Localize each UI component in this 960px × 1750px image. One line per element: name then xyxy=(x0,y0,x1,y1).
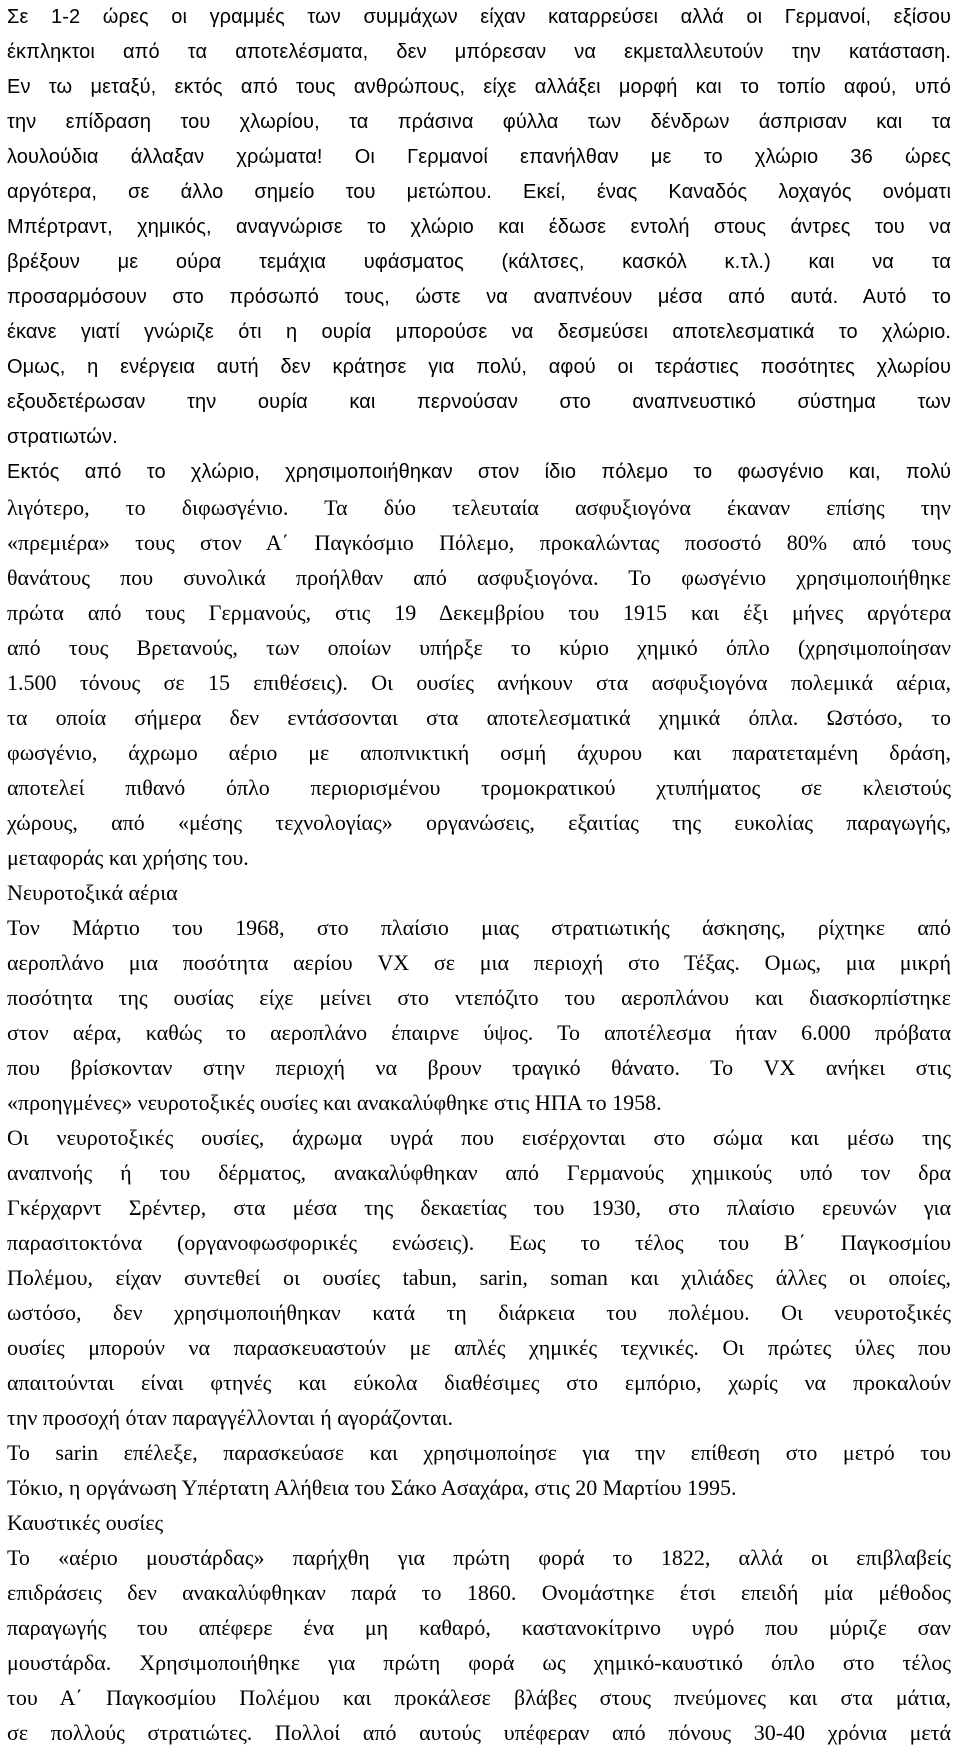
text-line: 1.500 τόνους σε 15 επιθέσεις). Οι ουσίες ανήκουν στα ασφυξιογόνα πολεμικά αέρια, xyxy=(7,670,951,695)
text-line: μεταφοράς και χρήσης του. xyxy=(7,845,249,870)
text-line: Μπέρτραντ, χημικός, αναγνώρισε το χλώριο και έδωσε εντολή στους άντρες του να xyxy=(7,216,951,238)
text-line: ωστόσο, δεν χρησιμοποιήθηκαν κατά τη διάρκεια του πολέμου. Οι νευροτοξικές xyxy=(7,1300,951,1325)
text-line: Εν τω μεταξύ, εκτός από τους ανθρώπους, είχε αλλάξει μορφή και το τοπίο αφού, υπό xyxy=(7,76,951,98)
section-heading-caustic-agents xyxy=(7,1505,951,1540)
paragraph-chlorine-effects xyxy=(7,0,951,455)
text-line: προσαρμόσουν στο πρόσωπό τους, ώστε να αναπνέουν μέσα από αυτά. Αυτό το xyxy=(7,286,951,308)
text-line: επιδράσεις δεν ανακαλύφθηκαν παρά το 1860. Ονομάστηκε έτσι επειδή μία μέθοδος xyxy=(7,1580,951,1605)
text-line: βρέξουν με ούρα τεμάχια υφάσματος (κάλτσες, κασκόλ κ.τλ.) και να τα xyxy=(7,251,951,273)
section-heading: Καυστικές ουσίες xyxy=(7,1510,164,1535)
paragraph-mustard-gas xyxy=(7,1540,951,1750)
text-line: αργότερα, σε άλλο σημείο του μετώπου. Εκεί, ένας Καναδός λοχαγός ονόματι xyxy=(7,181,951,203)
paragraph-phosgene-intro xyxy=(7,455,951,490)
paragraph-sarin-tokyo xyxy=(7,1435,951,1505)
text-line: λιγότερο, το διφωσγένιο. Τα δύο τελευταία ασφυξιογόνα έκαναν επίσης την xyxy=(7,495,951,520)
text-line: Το «αέριο μουστάρδας» παρήχθη για πρώτη φορά το 1822, αλλά οι επιβλαβείς xyxy=(7,1545,951,1570)
text-line: ουσίες μπορούν να παρασκευαστούν με απλές χημικές τεχνικές. Οι πρώτες ύλες που xyxy=(7,1335,951,1360)
text-line: παραγωγής του απέφερε ένα μη καθαρό, καστανοκίτρινο υγρό που μύριζε σαν xyxy=(7,1615,951,1640)
text-line: εξουδετέρωσαν την ουρία και περνούσαν στο αναπνευστικό σύστημα των xyxy=(7,391,951,413)
text-line: Γκέρχαρντ Σρέντερ, στα μέσα της δεκαετίας του 1930, στο πλαίσιο ερευνών για xyxy=(7,1195,951,1220)
text-line: Τον Μάρτιο του 1968, στο πλαίσιο μιας στρατιωτικής άσκησης, ρίχτηκε από xyxy=(7,915,951,940)
text-line: Οι νευροτοξικές ουσίες, άχρωμα υγρά που εισέρχονται στο σώμα και μέσω της xyxy=(7,1125,951,1150)
text-line: σε πολλούς στρατιώτες. Πολλοί από αυτούς υπέφεραν από πόνους 30-40 χρόνια μετά xyxy=(7,1720,951,1745)
section-heading-nerve-agents xyxy=(7,875,951,910)
text-line: την προσοχή όταν παραγγέλλονται ή αγοράζονται. xyxy=(7,1405,453,1430)
text-line: «προηγμένες» νευροτοξικές ουσίες και ανακαλύφθηκε στις ΗΠΑ το 1958. xyxy=(7,1090,662,1115)
text-line: αεροπλάνο μια ποσότητα αερίου VX σε μια περιοχή στο Τέξας. Ομως, μια μικρή xyxy=(7,950,951,975)
text-line: τα οποία σήμερα δεν εντάσσονται στα αποτελεσματικά χημικά όπλα. Ωστόσο, το xyxy=(7,705,951,730)
text-line: χώρους, από «μέσης τεχνολογίας» οργανώσεις, εξαιτίας της ευκολίας παραγωγής, xyxy=(7,810,951,835)
text-line: λουλούδια άλλαξαν χρώματα! Οι Γερμανοί επανήλθαν με το χλώριο 36 ώρες xyxy=(7,146,951,168)
paragraph-phosgene xyxy=(7,490,951,875)
text-line: Τόκιο, η οργάνωση Υπέρτατη Αλήθεια του Σάκο Ασαχάρα, στις 20 Μαρτίου 1995. xyxy=(7,1475,737,1500)
text-line: αποτελεί πιθανό όπλο περιορισμένου τρομοκρατικού χτυπήματος σε κλειστούς xyxy=(7,775,951,800)
text-line: φωσγένιο, άχρωμο αέριο με αποπνικτική οσμή άχυρου και παρατεταμένη δράση, xyxy=(7,740,951,765)
text-line: που βρίσκονταν στην περιοχή να βρουν τραγικό θάνατο. Το VX ανήκει στις xyxy=(7,1055,951,1080)
text-line: Ομως, η ενέργεια αυτή δεν κράτησε για πολύ, αφού οι τεράστιες ποσότητες χλωρίου xyxy=(7,356,951,378)
section-heading: Νευροτοξικά αέρια xyxy=(7,880,178,905)
text-line: Εκτός από το χλώριο, χρησιμοποιήθηκαν στον ίδιο πόλεμο το φωσγένιο και, πολύ xyxy=(7,461,951,483)
paragraph-vx-incident xyxy=(7,910,951,1120)
text-line: έκπληκτοι από τα αποτελέσματα, δεν μπόρεσαν να εκμεταλλευτούν την κατάσταση. xyxy=(7,41,951,63)
text-line: «πρεμιέρα» τους στον Α΄ Παγκόσμιο Πόλεμο, προκαλώντας ποσοστό 80% από τους xyxy=(7,530,951,555)
text-line: του Α΄ Παγκοσμίου Πολέμου και προκάλεσε βλάβες στους πνεύμονες και στα μάτια, xyxy=(7,1685,951,1710)
text-line: στον αέρα, καθώς το αεροπλάνο έπαιρνε ύψος. Το αποτέλεσμα ήταν 6.000 πρόβατα xyxy=(7,1020,951,1045)
text-line: ποσότητα της ουσίας είχε μείνει στο ντεπόζιτο του αεροπλάνου και διασκορπίστηκε xyxy=(7,985,951,1010)
text-line: αναπνοής ή του δέρματος, ανακαλύφθηκαν από Γερμανούς χημικούς υπό τον δρα xyxy=(7,1160,951,1185)
text-line: έκανε γιατί γνώριζε ότι η ουρία μπορούσε να δεσμεύσει αποτελεσματικά το χλώριο. xyxy=(7,321,951,343)
text-line: Πολέμου, είχαν συντεθεί οι ουσίες tabun, sarin, soman και χιλιάδες άλλες οι οποίες, xyxy=(7,1265,951,1290)
text-line: την επίδραση του χλωρίου, τα πράσινα φύλλα των δένδρων άσπρισαν και τα xyxy=(7,111,951,133)
document-page xyxy=(7,0,951,1750)
text-line: στρατιωτών. xyxy=(7,426,118,448)
text-line: από τους Βρετανούς, των οποίων υπήρξε το κύριο χημικό όπλο (χρησιμοποίησαν xyxy=(7,635,951,660)
text-line: πρώτα από τους Γερμανούς, στις 19 Δεκεμβρίου του 1915 και έξι μήνες αργότερα xyxy=(7,600,951,625)
text-line: Το sarin επέλεξε, παρασκεύασε και χρησιμοποίησε για την επίθεση στο μετρό του xyxy=(7,1440,951,1465)
text-line: απαιτούνται είναι φτηνές και εύκολα διαθέσιμες στο εμπόριο, χωρίς να προκαλούν xyxy=(7,1370,951,1395)
text-line: παρασιτοκτόνα (οργανοφωσφορικές ενώσεις). Εως το τέλος του Β΄ Παγκοσμίου xyxy=(7,1230,951,1255)
text-line: θανάτους που συνολικά προήλθαν από ασφυξιογόνα. Το φωσγένιο χρησιμοποιήθηκε xyxy=(7,565,951,590)
paragraph-nerve-agents-history xyxy=(7,1120,951,1435)
text-line: Σε 1-2 ώρες οι γραμμές των συμμάχων είχαν καταρρεύσει αλλά οι Γερμανοί, εξίσου xyxy=(7,6,951,28)
text-line: μουστάρδα. Χρησιμοποιήθηκε για πρώτη φορά ως χημικό-καυστικό όπλο στο τέλος xyxy=(7,1650,951,1675)
